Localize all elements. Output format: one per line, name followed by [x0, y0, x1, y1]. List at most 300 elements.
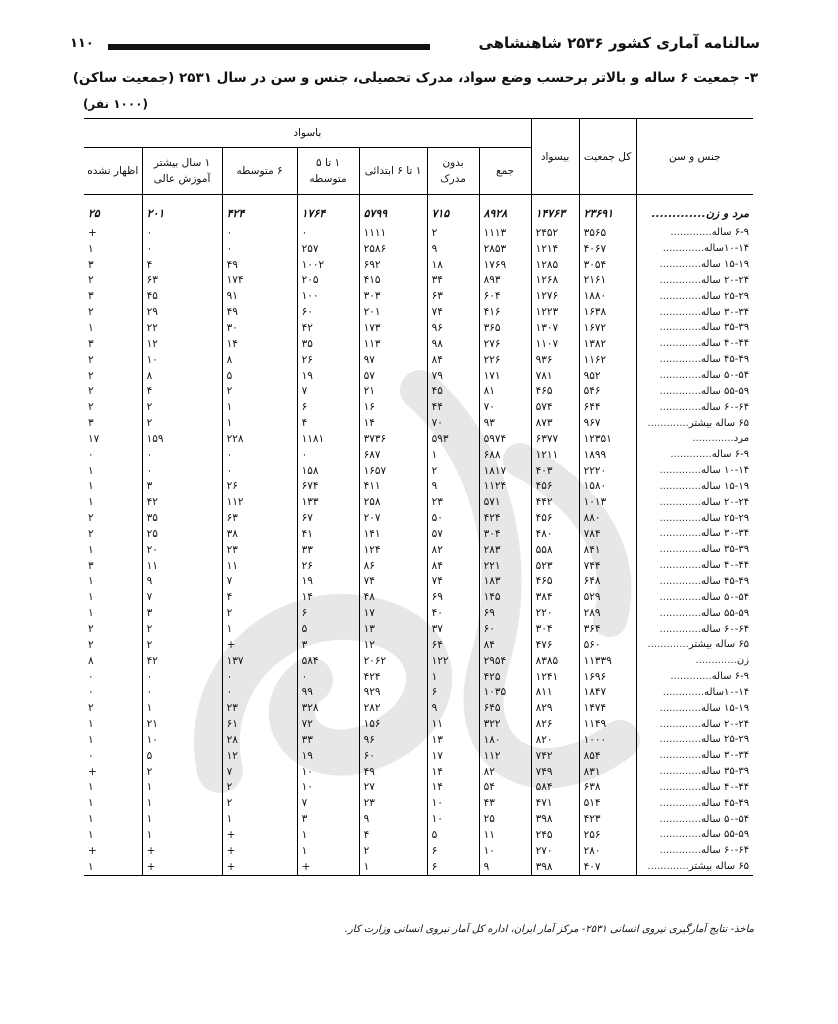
table-cell: ۳۰۵۴ [579, 257, 636, 273]
table-cell: ۴۲۴ [479, 510, 531, 526]
leader-dots: ............. [659, 575, 701, 587]
table-cell: ۱ [88, 781, 94, 794]
table-cell: ۱۴ [222, 336, 297, 352]
row-label-text: ۲۰-۲۴ ساله [700, 496, 750, 508]
table-cell: ۶۴ [427, 637, 479, 653]
row-label-text: ۵۵-۵۹ ساله [700, 385, 750, 397]
row-label-text: ۲۵-۲۹ ساله [700, 290, 750, 302]
table-cell: ۱۸۱۷ [479, 463, 531, 479]
table-cell: ۸۲۰ [531, 732, 579, 748]
table-cell: ۴۵ [427, 383, 479, 399]
table-cell: ۲۲۶ [479, 352, 531, 368]
row-label-text: ۴۰-۴۴ ساله [700, 560, 750, 572]
table-cell: ۲ [427, 463, 479, 479]
table-row [84, 368, 753, 384]
table-cell: ۹ [427, 241, 479, 257]
leader-dots: ............. [659, 385, 701, 397]
row-label-text: ۳۰-۳۴ ساله [700, 306, 750, 318]
row-label [636, 368, 753, 384]
table-cell: ۱۲۱۴ [531, 241, 579, 257]
row-label [636, 399, 753, 415]
leader-dots: ............. [670, 449, 712, 461]
col-header-sex-age: جنس و سن [636, 119, 753, 195]
table-row [84, 574, 753, 590]
table-row [84, 415, 753, 431]
table-row [84, 479, 753, 495]
table-cell: ۱۱۸۱ [297, 431, 359, 447]
table-cell: ۱ [142, 780, 222, 796]
table-cell: ۱۸ [427, 257, 479, 273]
row-label [636, 653, 753, 669]
table-cell: ۵۷۴ [531, 399, 579, 415]
table-cell: ۴۲۴ [359, 669, 427, 685]
table-cell: ۶۳ [142, 273, 222, 289]
table-cell: ۴۴ [427, 399, 479, 415]
row-label [636, 479, 753, 495]
row-label-text: ۶۵ ساله بیشتر [688, 417, 750, 429]
table-cell: ۷۴۴ [579, 558, 636, 574]
table-cell: ۳۷ [427, 621, 479, 637]
leader-dots: ............. [659, 623, 701, 635]
row-label-text: ۳۰-۳۴ ساله [700, 750, 750, 762]
table-cell: ۳۸ [222, 526, 297, 542]
table-cell: ۲۱۶۱ [579, 273, 636, 289]
table-row [84, 700, 753, 716]
table-cell: ۳۰ [222, 320, 297, 336]
row-label [636, 257, 753, 273]
source-note: ماخذ- نتایج آمارگیری نیروی انسانی ۲۵۳۱- مرکز آمار ایران، اداره کل آمار نیروی انسانی وزارت کار. [344, 924, 754, 935]
table-cell: ۲ [88, 527, 94, 540]
row-label-text: ۶۰-۶۴ ساله [700, 623, 750, 635]
table-cell: ۳۲۲ [479, 716, 531, 732]
table-row [84, 320, 753, 336]
table-cell: ۶ [427, 843, 479, 859]
table-cell: ۴۵ [142, 288, 222, 304]
table-cell: ۶۷۴ [297, 479, 359, 495]
table-cell: ۱ [427, 669, 479, 685]
table-cell: ۳۹۸ [531, 859, 579, 875]
table-cell: ۴۲ [142, 494, 222, 510]
table-cell: ۸۱۱ [531, 684, 579, 700]
row-label-text: ۴۰-۴۴ ساله [700, 781, 750, 793]
table-cell: + [88, 765, 97, 778]
table-cell: ۷ [297, 383, 359, 399]
table-cell: ۲۸۲ [359, 700, 427, 716]
table-cell: ۵۸۴ [297, 653, 359, 669]
table-cell: ۱۵۹ [142, 431, 222, 447]
table-cell: ۳ [88, 559, 94, 572]
table-cell: ۴۲۴ [222, 195, 297, 226]
row-label-text: ۱۵-۱۹ ساله [700, 259, 750, 271]
table-cell: ۶۳۷۷ [531, 431, 579, 447]
row-label-text: ۱۵-۱۹ ساله [700, 480, 750, 492]
table-cell: ۱ [88, 733, 94, 746]
table-cell: ۱۳ [427, 732, 479, 748]
table-cell: ۲ [88, 623, 94, 636]
table-cell: ۴۹ [222, 304, 297, 320]
table-cell: + [222, 859, 297, 875]
table-cell: ۱۳۷ [222, 653, 297, 669]
leader-dots: ............. [659, 607, 701, 619]
table-cell: ۳۳ [297, 732, 359, 748]
table-cell: ۲ [88, 385, 94, 398]
table-cell: ۴۱ [297, 526, 359, 542]
row-label [636, 463, 753, 479]
row-label-text: ۵۰-۵۴ ساله [700, 370, 750, 382]
page-number: ۱۱۰ [70, 36, 94, 51]
table-cell: ۳۹۸ [531, 811, 579, 827]
row-label-text: ۶-۹ ساله [711, 671, 750, 683]
table-cell: + [142, 859, 222, 875]
table-row [84, 463, 753, 479]
table-cell: ۱۰ [142, 732, 222, 748]
row-label [636, 510, 753, 526]
leader-dots: ............. [659, 496, 701, 508]
table-row-bold [84, 653, 753, 669]
table-cell: ۲۲۲۰ [579, 463, 636, 479]
row-label-text: ۲۵-۲۹ ساله [700, 512, 750, 524]
table-cell: ۳۶۴ [579, 621, 636, 637]
table-cell: ۲۰۱ [142, 195, 222, 226]
row-label [636, 764, 753, 780]
row-label [636, 716, 753, 732]
table-cell: ۴۱۵ [359, 273, 427, 289]
table-cell: ۰ [222, 225, 297, 241]
table-cell: ۹۵۲ [579, 368, 636, 384]
table-cell: ۲۵۶ [579, 827, 636, 843]
table-cell: ۱۳ [359, 621, 427, 637]
table-cell: ۱ [88, 591, 94, 604]
table-cell: ۱۸۰ [479, 732, 531, 748]
statistics-table [84, 118, 753, 876]
table-cell: ۴ [142, 383, 222, 399]
table-cell: ۱۴ [427, 780, 479, 796]
table-cell: ۲۵۸۶ [359, 241, 427, 257]
table-cell: ۱۵۸ [297, 463, 359, 479]
leader-dots: ............. [659, 702, 701, 714]
table-cell: ۶۳ [222, 510, 297, 526]
table-cell: ۶۹۲ [359, 257, 427, 273]
table-cell: ۱ [88, 543, 94, 556]
table-cell: ۱۰۰۲ [297, 257, 359, 273]
table-cell: ۲۲ [142, 320, 222, 336]
table-cell: ۱۸۸۰ [579, 288, 636, 304]
table-cell: ۱ [88, 496, 94, 509]
row-label-text: ۲۵-۲۹ ساله [700, 734, 750, 746]
table-cell: ۰ [142, 225, 222, 241]
table-cell: ۱۴۱ [359, 526, 427, 542]
row-label [636, 827, 753, 843]
table-cell: ۵۷ [427, 526, 479, 542]
table-cell: ۱۲۷۶ [531, 288, 579, 304]
leader-dots: ............. [647, 639, 689, 651]
table-cell: ۵۷ [359, 368, 427, 384]
table-cell: ۶۱ [222, 716, 297, 732]
row-label [636, 558, 753, 574]
table-cell: ۴۰۶۷ [579, 241, 636, 257]
table-cell: ۱۲۶۸ [531, 273, 579, 289]
row-label [636, 811, 753, 827]
table-cell: ۱ [142, 795, 222, 811]
table-title: ۳- جمعیت ۶ ساله و بالاتر برحسب وضع سواد، مدرک تحصیلی، جنس و سن در سال ۲۵۳۱ (جمعیت ساکن) [72, 70, 758, 86]
col-header-secondary: ۶ متوسطه [222, 148, 297, 195]
table-cell: ۲۳ [222, 700, 297, 716]
table-cell: ۶۴۸ [579, 574, 636, 590]
table-cell: ۴۴۲ [531, 494, 579, 510]
table-cell: ۶۴۵ [479, 700, 531, 716]
table-cell: ۱۰ [142, 352, 222, 368]
table-cell: ۱۰ [297, 780, 359, 796]
row-label-text: ۳۵-۳۹ ساله [700, 544, 750, 556]
table-cell: ۱ [88, 828, 94, 841]
table-cell: ۱ [88, 575, 94, 588]
table-row [84, 637, 753, 653]
row-label-text: ۵۰-۵۴ ساله [700, 813, 750, 825]
table-row [84, 748, 753, 764]
row-label-text: ۶-۹ ساله [711, 449, 750, 461]
table-cell: ۱۰ [479, 843, 531, 859]
table-cell: ۱۲ [359, 637, 427, 653]
table-cell: ۱۷۴ [222, 273, 297, 289]
table-cell: ۳۰۳ [359, 288, 427, 304]
table-cell: ۱ [142, 827, 222, 843]
leader-dots: ............. [659, 322, 701, 334]
table-cell: ۲۲۰ [531, 605, 579, 621]
row-label [636, 748, 753, 764]
table-cell: ۲ [222, 780, 297, 796]
leader-dots: ............. [659, 781, 701, 793]
table-cell: ۲۵۷ [297, 241, 359, 257]
table-cell: ۸ [142, 368, 222, 384]
table-cell: ۵ [222, 368, 297, 384]
row-label-text: مرد [733, 433, 750, 445]
table-cell: ۱۷ [359, 605, 427, 621]
row-label [636, 383, 753, 399]
table-cell: ۱۷۱ [479, 368, 531, 384]
table-cell: ۱۶۹۶ [579, 669, 636, 685]
table-cell: ۶۹ [427, 589, 479, 605]
table-row [84, 273, 753, 289]
table-cell: ۲ [142, 637, 222, 653]
row-label [636, 605, 753, 621]
table-cell: ۲۱ [142, 716, 222, 732]
row-label-text: ۵۵-۵۹ ساله [700, 607, 750, 619]
table-cell: ۳۰۴ [479, 526, 531, 542]
table-cell: ۴۵۶ [531, 479, 579, 495]
table-cell: ۱۹ [297, 574, 359, 590]
table-cell: ۱۹ [297, 368, 359, 384]
table-cell: ۱۸۹۹ [579, 447, 636, 463]
table-cell: ۲۱ [359, 383, 427, 399]
table-cell: ۱۳۰۷ [531, 320, 579, 336]
table-cell: ۴۹ [359, 764, 427, 780]
table-cell: ۴ [222, 589, 297, 605]
leader-dots: ............. [659, 401, 701, 413]
row-label [636, 241, 753, 257]
row-label-text: ۶۵ ساله بیشتر [688, 639, 750, 651]
table-cell: ۲ [88, 353, 94, 366]
table-row [84, 605, 753, 621]
table-cell: ۲۴۵۲ [531, 225, 579, 241]
table-cell: ۵ [142, 748, 222, 764]
table-row [84, 399, 753, 415]
table-row-total [84, 195, 753, 226]
table-cell: ۲۸۹ [579, 605, 636, 621]
table-cell: ۵۷۱ [479, 494, 531, 510]
leader-dots: ............. [659, 528, 701, 540]
table-cell: ۱ [222, 415, 297, 431]
table-cell: ۱۲۱۱ [531, 447, 579, 463]
col-header-no-degree: بدون مدرک [427, 148, 479, 195]
row-label-text: ۳۰-۳۴ ساله [700, 528, 750, 540]
leader-dots: ............. [659, 845, 701, 857]
table-cell: ۹ [359, 811, 427, 827]
table-cell: ۲۹ [142, 304, 222, 320]
table-row [84, 859, 753, 875]
table-cell: ۸۲ [427, 542, 479, 558]
table-cell: ۱۶۵۷ [359, 463, 427, 479]
table-row [84, 827, 753, 843]
table-row [84, 257, 753, 273]
table-row [84, 304, 753, 320]
col-header-literate-group: باسواد [84, 119, 531, 148]
table-cell: ۶ [297, 605, 359, 621]
row-label-text: ۳۵-۳۹ ساله [700, 766, 750, 778]
table-cell: ۲ [88, 274, 94, 287]
row-label [636, 621, 753, 637]
table-cell: ۴۶۵ [531, 383, 579, 399]
row-label [636, 669, 753, 685]
table-cell: ۱۱۱۱ [359, 225, 427, 241]
table-cell: ۱ [88, 607, 94, 620]
leader-dots: ............. [659, 829, 701, 841]
table-cell: ۱۱۳۳۹ [579, 653, 636, 669]
table-cell: ۱۱۲۴ [479, 479, 531, 495]
row-label [636, 336, 753, 352]
row-label-text: ۱۵-۱۹ ساله [700, 702, 750, 714]
row-label-text: ۳۵-۳۹ ساله [700, 322, 750, 334]
table-row [84, 336, 753, 352]
table-cell: ۱۵۸۰ [579, 479, 636, 495]
table-cell: ۸۲۹ [531, 700, 579, 716]
row-label [636, 431, 753, 447]
table-cell: ۷ [142, 589, 222, 605]
table-cell: ۹۲۹ [359, 684, 427, 700]
table-cell: ۲ [88, 306, 94, 319]
leader-dots: ............. [659, 560, 701, 572]
table-cell: ۴۰۳ [531, 463, 579, 479]
table-cell: ۵۰ [427, 510, 479, 526]
table-cell: ۴۲ [142, 653, 222, 669]
row-label [636, 225, 753, 241]
table-row [84, 795, 753, 811]
table-cell: ۱۱۳ [359, 336, 427, 352]
row-label [636, 352, 753, 368]
table-row [84, 558, 753, 574]
table-cell: ۷۴ [427, 304, 479, 320]
table-cell: ۱۰ [427, 795, 479, 811]
table-cell: ۵۸۴ [531, 780, 579, 796]
table-cell: + [142, 843, 222, 859]
table-cell: ۴۷۱ [531, 795, 579, 811]
table-cell: ۲۸۵۳ [479, 241, 531, 257]
table-cell: ۲ [142, 399, 222, 415]
table-cell: ۴۲ [297, 320, 359, 336]
col-header-total-population: کل جمعیت [579, 119, 636, 195]
row-label [636, 494, 753, 510]
table-cell: ۳۰۴ [531, 621, 579, 637]
table-cell: ۲۷ [359, 780, 427, 796]
row-label-text: ۱۰-۱۴ ساله [700, 465, 750, 477]
table-cell: ۱۲۴۱ [531, 669, 579, 685]
table-cell: ۱۷ [427, 748, 479, 764]
table-cell: ۰ [142, 241, 222, 257]
table-cell: ۱۱ [427, 716, 479, 732]
table-cell: ۱۸۳ [479, 574, 531, 590]
table-cell: ۷۴۲ [531, 748, 579, 764]
table-cell: ۳ [88, 258, 94, 271]
table-cell: ۱ [427, 447, 479, 463]
row-label-text: ۵۵-۵۹ ساله [700, 829, 750, 841]
table-cell: ۹ [427, 479, 479, 495]
table-cell: ۴۳ [479, 795, 531, 811]
table-cell: ۵۵۸ [531, 542, 579, 558]
table-cell: ۲۰۷ [359, 510, 427, 526]
row-label-text: ۵۰-۵۴ ساله [700, 591, 750, 603]
table-row [84, 621, 753, 637]
table-cell: ۸۲۶ [531, 716, 579, 732]
table-row [84, 589, 753, 605]
row-label [636, 273, 753, 289]
table-cell: ۸ [222, 352, 297, 368]
running-header [70, 34, 760, 58]
table-cell: ۱۱۲ [479, 748, 531, 764]
table-cell: ۸۳۸۵ [531, 653, 579, 669]
table-row [84, 843, 753, 859]
table-cell: ۰ [222, 241, 297, 257]
table-cell: ۳۴ [427, 273, 479, 289]
table-cell: ۶۰۴ [479, 288, 531, 304]
table-cell: ۱۱۲ [222, 494, 297, 510]
table-row [84, 241, 753, 257]
table-cell: ۲۵ [88, 206, 100, 220]
table-cell: ۸۴ [427, 558, 479, 574]
table-cell: + [297, 859, 359, 875]
table-cell: ۰ [222, 669, 297, 685]
table-row [84, 732, 753, 748]
table-cell: ۰ [142, 684, 222, 700]
table-cell: ۴۰۷ [579, 859, 636, 875]
table-cell: ۱۲۴ [359, 542, 427, 558]
table-cell: ۳ [142, 479, 222, 495]
table-cell: ۱۲۳۵۱ [579, 431, 636, 447]
table-cell: ۰ [88, 448, 94, 461]
table-cell: ۱۹ [297, 748, 359, 764]
table-cell: ۱۷۶۹ [479, 257, 531, 273]
row-label [636, 195, 753, 226]
table-cell: ۱۲ [142, 336, 222, 352]
table-cell: ۴۵۶ [531, 510, 579, 526]
table-cell: ۰ [142, 669, 222, 685]
row-label-text: ۲۰-۲۴ ساله [700, 274, 750, 286]
table-cell: ۲۶ [297, 352, 359, 368]
table-cell: ۱۶ [359, 399, 427, 415]
table-cell: ۴۹ [222, 257, 297, 273]
table-cell: ۳۶۵ [479, 320, 531, 336]
table-cell: ۲۶ [297, 558, 359, 574]
table-cell: ۱۰ [297, 764, 359, 780]
table-cell: ۷۹ [427, 368, 479, 384]
